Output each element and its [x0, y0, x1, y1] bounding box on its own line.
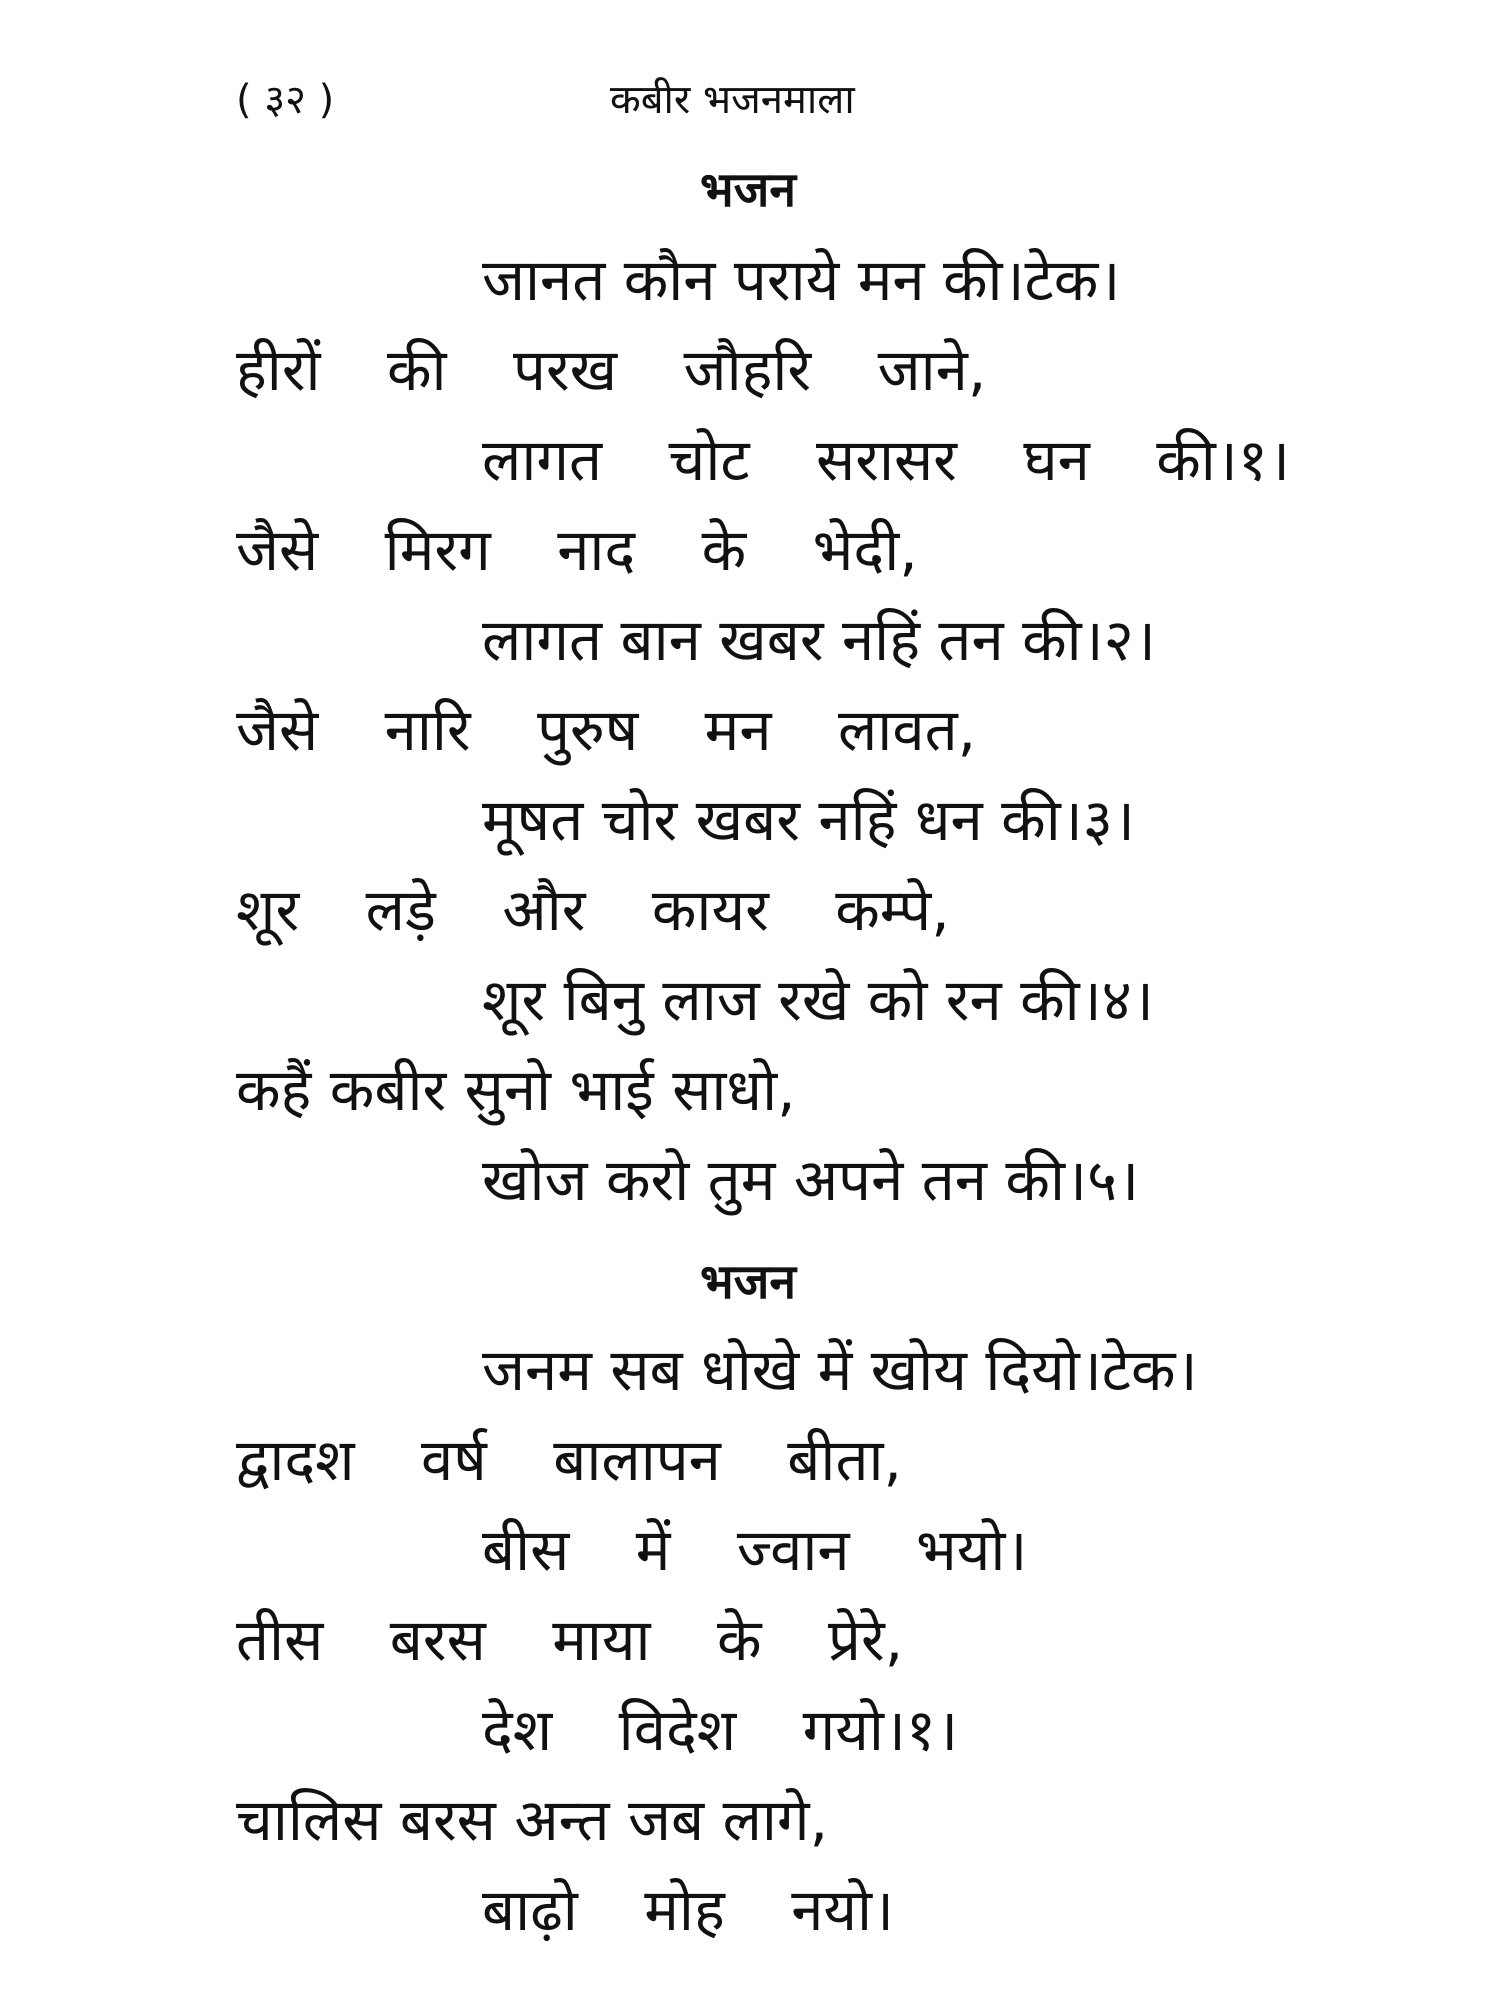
verse-line: चालिस बरस अन्त जब लागे, [236, 1786, 829, 1854]
verse-line: जनम सब धोखे में खोय दियो।टेक। [482, 1336, 1198, 1404]
verse-line: जैसे नारि पुरुष मन लावत, [236, 696, 977, 764]
verse-line: खोज करो तुम अपने तन की।५। [482, 1146, 1140, 1214]
verse-line: द्वादश वर्ष बालापन बीता, [236, 1426, 902, 1494]
verse-line: तीस बरस माया के प्रेरे, [236, 1606, 904, 1674]
verse-line: हीरों की परख जौहरि जाने, [236, 336, 987, 404]
verse-line: लागत चोट सरासर घन की।१। [482, 426, 1290, 494]
verse-line: बाढ़ो मोह नयो। [482, 1876, 895, 1944]
verse-line: जैसे मिरग नाद के भेदी, [236, 516, 918, 584]
bhajan-heading: भजन [700, 1254, 797, 1310]
verse-line: देश विदेश गयो।१। [482, 1696, 959, 1764]
verse-line: लागत बान खबर नहिं तन की।२। [482, 606, 1156, 674]
running-title: कबीर भजनमाला [610, 77, 855, 123]
verse-line: जानत कौन पराये मन की।टेक। [482, 246, 1121, 314]
verse-line: शूर लड़े और कायर कम्पे, [236, 876, 950, 944]
verse-line: मूषत चोर खबर नहिं धन की।३। [482, 786, 1135, 854]
verse-line: कहैं कबीर सुनो भाई साधो, [236, 1056, 796, 1124]
verse-line: शूर बिनु लाज रखे को रन की।४। [482, 966, 1154, 1034]
verse-line: बीस में ज्वान भयो। [482, 1516, 1028, 1584]
page-number: ( ३२ ) [236, 77, 335, 123]
bhajan-heading: भजन [700, 162, 797, 218]
